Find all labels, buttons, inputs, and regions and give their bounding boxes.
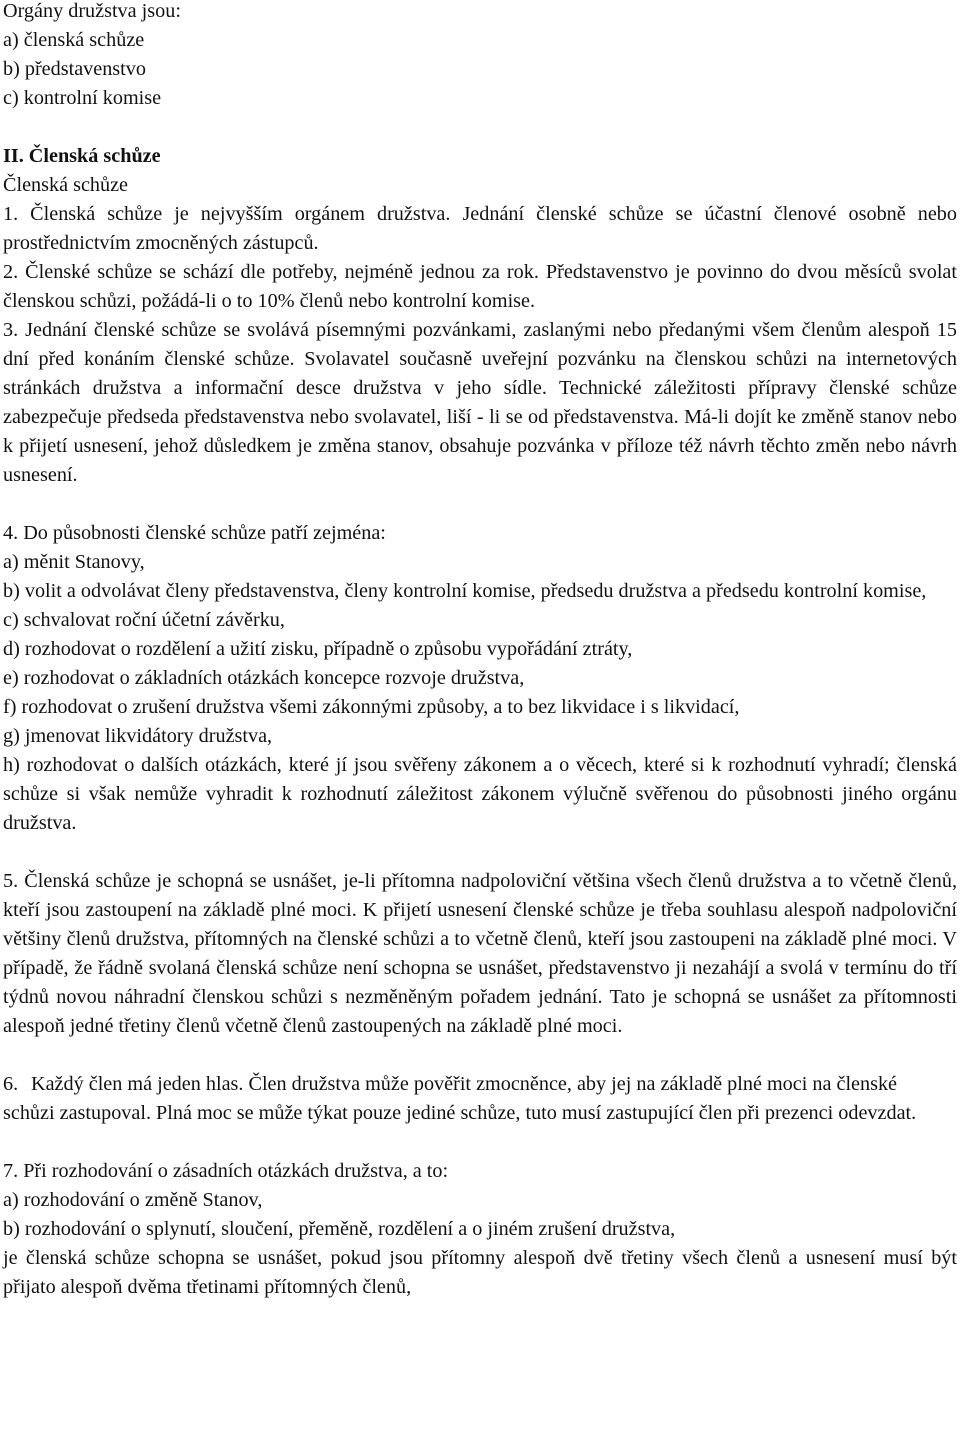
organs-item-c: c) kontrolní komise bbox=[3, 87, 162, 109]
spacer bbox=[3, 838, 957, 867]
paragraph-7-tail: je členská schůze schopna se usnášet, pokud jsou přítomny alespoň dvě třetiny všech členů a usnesení musí být přijato alespoň dvěma třetinami přítomných členů, bbox=[3, 1247, 957, 1298]
section-heading: II. Členská schůze bbox=[3, 145, 161, 167]
list-item-c: c) schvalovat roční účetní závěrku, bbox=[3, 609, 285, 631]
section-subheading: Členská schůze bbox=[3, 174, 129, 196]
list-item-a: a) měnit Stanovy, bbox=[3, 551, 145, 573]
paragraph-6 bbox=[3, 1070, 933, 1128]
spacer bbox=[3, 490, 957, 519]
list-item-d: d) rozhodovat o rozdělení a užití zisku, případně o způsobu vypořádání ztráty, bbox=[3, 638, 633, 660]
list-item-e: e) rozhodovat o základních otázkách koncepce rozvoje družstva, bbox=[3, 667, 525, 689]
paragraph-1: 1. Členská schůze je nejvyšším orgánem družstva. Jednání členské schůze se účastní členové osobně nebo prostřednictvím zmocněných zástupců. bbox=[3, 203, 957, 254]
paragraph-5: 5. Členská schůze je schopná se usnášet, je-li přítomna nadpoloviční většina všech členů družstva a to včetně členů, kteří jsou zastoupení na základě plné moci. K přijetí usnesení členské schůze je třeba souhlasu alespoň nadpoloviční většiny členů družstva, přítomných na členské schůzi a to včetně členů, kteří jsou zastoupeni na základě plné moci. V případě, že řádně svolaná členská schůze není schopna se usnášet, představenstvo ji nezahájí a svolá v termínu do tří týdnů novou náhradní členskou schůzi s nezměněným pořadem jednání. Tato je schopná se usnášet za přítomnosti alespoň jedné třetiny členů včetně členů zastoupených na základě plné moci. bbox=[3, 870, 957, 1037]
list-item-g: g) jmenovat likvidátory družstva, bbox=[3, 725, 273, 747]
spacer bbox=[3, 1128, 957, 1157]
organs-item-a: a) členská schůze bbox=[3, 29, 145, 51]
paragraph-7-item-b: b) rozhodování o splynutí, sloučení, přeměně, rozdělení a o jiném zrušení družstva, bbox=[3, 1218, 676, 1240]
spacer bbox=[3, 113, 957, 142]
list-item-h: h) rozhodovat o dalších otázkách, které jí jsou svěřeny zákonem a o věcech, které si k rozhodnutí vyhradí; členská schůze si však nemůže vyhradit k rozhodnutí záležitost zákonem výlučně svěřenou do působnosti jiného orgánu družstva. bbox=[3, 754, 957, 834]
paragraph-6-text: Každý člen má jeden hlas. Člen družstva může pověřit zmocněnce, aby jej na základě plné moci na členské schůzi zastupoval. Plná moc se může týkat pouze jediné schůze, tuto musí zastupující člen při prezenci odevzdat. bbox=[3, 1073, 917, 1124]
paragraph-6-number: 6. bbox=[3, 1073, 19, 1095]
spacer bbox=[3, 1041, 957, 1070]
paragraph-4-intro: 4. Do působnosti členské schůze patří zejména: bbox=[3, 522, 386, 544]
paragraph-2: 2. Členské schůze se schází dle potřeby, nejméně jednou za rok. Představenstvo je povinno do dvou měsíců svolat členskou schůzi, požádá-li o to 10% členů nebo kontrolní komise. bbox=[3, 261, 957, 312]
paragraph-7-item-a: a) rozhodování o změně Stanov, bbox=[3, 1189, 263, 1211]
paragraph-3: 3. Jednání členské schůze se svolává písemnými pozvánkami, zaslanými nebo předanými všem členům alespoň 15 dní před konáním členské schůze. Svolavatel současně uveřejní pozvánku na členskou schůzi na internetových stránkách družstva a informační desce družstva v jeho sídle. Technické záležitosti přípravy členské schůze zabezpečuje předseda představenstva nebo svolavatel, liší - li se od představenstva. Má-li dojít ke změně stanov nebo k přijetí usnesení, jehož důsledkem je změna stanov, obsahuje pozvánka v příloze též návrh těchto změn nebo návrh usnesení. bbox=[3, 319, 957, 486]
organs-intro: Orgány družstva jsou: bbox=[3, 0, 181, 22]
organs-item-b: b) představenstvo bbox=[3, 58, 146, 80]
list-item-b: b) volit a odvolávat členy představenstva, členy kontrolní komise, předsedu družstva a předsedu kontrolní komise, bbox=[3, 580, 927, 602]
list-item-f: f) rozhodovat o zrušení družstva všemi zákonnými způsoby, a to bez likvidace i s likvidací, bbox=[3, 696, 740, 718]
document-page bbox=[3, 0, 957, 1302]
paragraph-7-intro: 7. Při rozhodování o zásadních otázkách družstva, a to: bbox=[3, 1160, 449, 1182]
